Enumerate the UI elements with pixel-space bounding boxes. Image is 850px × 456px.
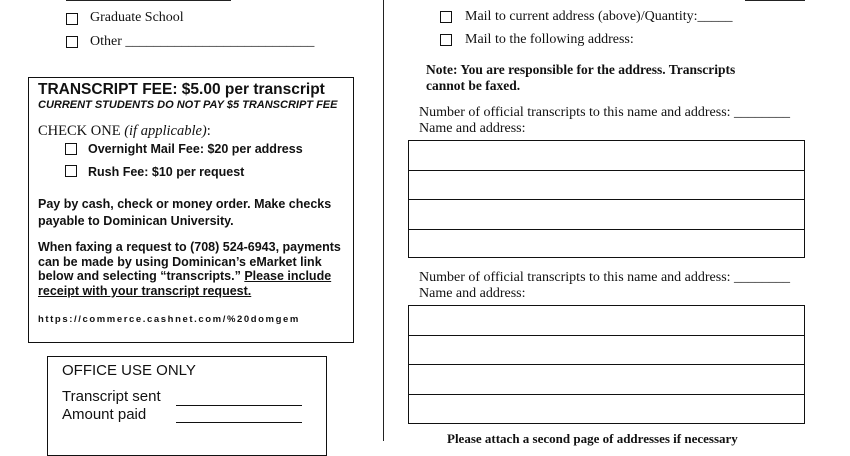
check-one-suffix: : [206, 123, 211, 139]
column-divider [383, 0, 384, 441]
top-cut-line-left [66, 0, 231, 1]
mail-current-address-checkbox[interactable] [440, 11, 452, 23]
overnight-mail-label: Overnight Mail Fee: $20 per address [88, 142, 303, 156]
fax-line-4: receipt with your transcript request. [38, 284, 252, 298]
address-1-line-3[interactable] [409, 200, 804, 230]
mail-following-address-checkbox[interactable] [440, 34, 452, 46]
address-1-line-2[interactable] [409, 171, 804, 201]
emarket-link[interactable]: https://commerce.cashnet.com/%20domgem [38, 314, 300, 325]
transcript-sent-label: Transcript sent [62, 388, 161, 405]
other-label: Other ___________________________ [90, 34, 315, 49]
address-1-name-label: Name and address: [419, 121, 526, 136]
transcript-fee-box [28, 77, 354, 343]
address-1-box [408, 140, 805, 258]
note-line-2: cannot be faxed. [426, 78, 521, 93]
office-use-box [47, 356, 327, 456]
graduate-school-checkbox[interactable] [66, 13, 78, 25]
payment-line-2: payable to Dominican University. [38, 214, 234, 228]
overnight-mail-checkbox[interactable] [65, 143, 77, 155]
address-1-number-label: Number of official transcripts to this name and address: ________ [419, 105, 791, 120]
fax-line-3a: below and selecting “transcripts.” [38, 269, 245, 283]
amount-paid-line[interactable] [176, 422, 302, 423]
address-2-line-4[interactable] [409, 395, 804, 425]
rush-fee-label: Rush Fee: $10 per request [88, 165, 245, 179]
fee-subtitle: CURRENT STUDENTS DO NOT PAY $5 TRANSCRIPT FEE [38, 99, 338, 111]
transcript-sent-line[interactable] [176, 405, 302, 406]
fax-line-3 [38, 269, 331, 283]
amount-paid-label: Amount paid [62, 406, 147, 423]
mail-following-address-label: Mail to the following address: [465, 32, 634, 47]
address-2-number-label: Number of official transcripts to this name and address: ________ [419, 270, 791, 285]
fax-line-2: can be made by using Dominican’s eMarket link [38, 255, 322, 269]
note-line-1: Note: You are responsible for the address. Transcripts [426, 62, 736, 77]
address-2-line-2[interactable] [409, 336, 804, 366]
address-1-line-1[interactable] [409, 141, 804, 171]
top-cut-line-right [745, 0, 805, 1]
other-checkbox[interactable] [66, 36, 78, 48]
rush-fee-checkbox[interactable] [65, 165, 77, 177]
address-1-line-4[interactable] [409, 230, 804, 260]
fax-line-1: When faxing a request to (708) 524-6943, payments [38, 240, 341, 254]
check-one-prefix: CHECK ONE [38, 123, 125, 139]
check-one-heading [38, 123, 211, 140]
mail-current-address-label: Mail to current address (above)/Quantity:_____ [465, 9, 733, 24]
fax-line-3b: Please include [244, 269, 332, 283]
graduate-school-label: Graduate School [90, 10, 184, 25]
fee-title: TRANSCRIPT FEE: $5.00 per transcript [38, 81, 325, 98]
address-2-line-1[interactable] [409, 306, 804, 336]
address-2-name-label: Name and address: [419, 286, 526, 301]
payment-line-1: Pay by cash, check or money order. Make checks [38, 197, 332, 211]
address-2-box [408, 305, 805, 424]
address-2-line-3[interactable] [409, 365, 804, 395]
footer-note: Please attach a second page of addresses if necessary [447, 431, 738, 446]
office-use-title: OFFICE USE ONLY [62, 362, 196, 379]
check-one-italic: (if applicable) [124, 123, 207, 139]
